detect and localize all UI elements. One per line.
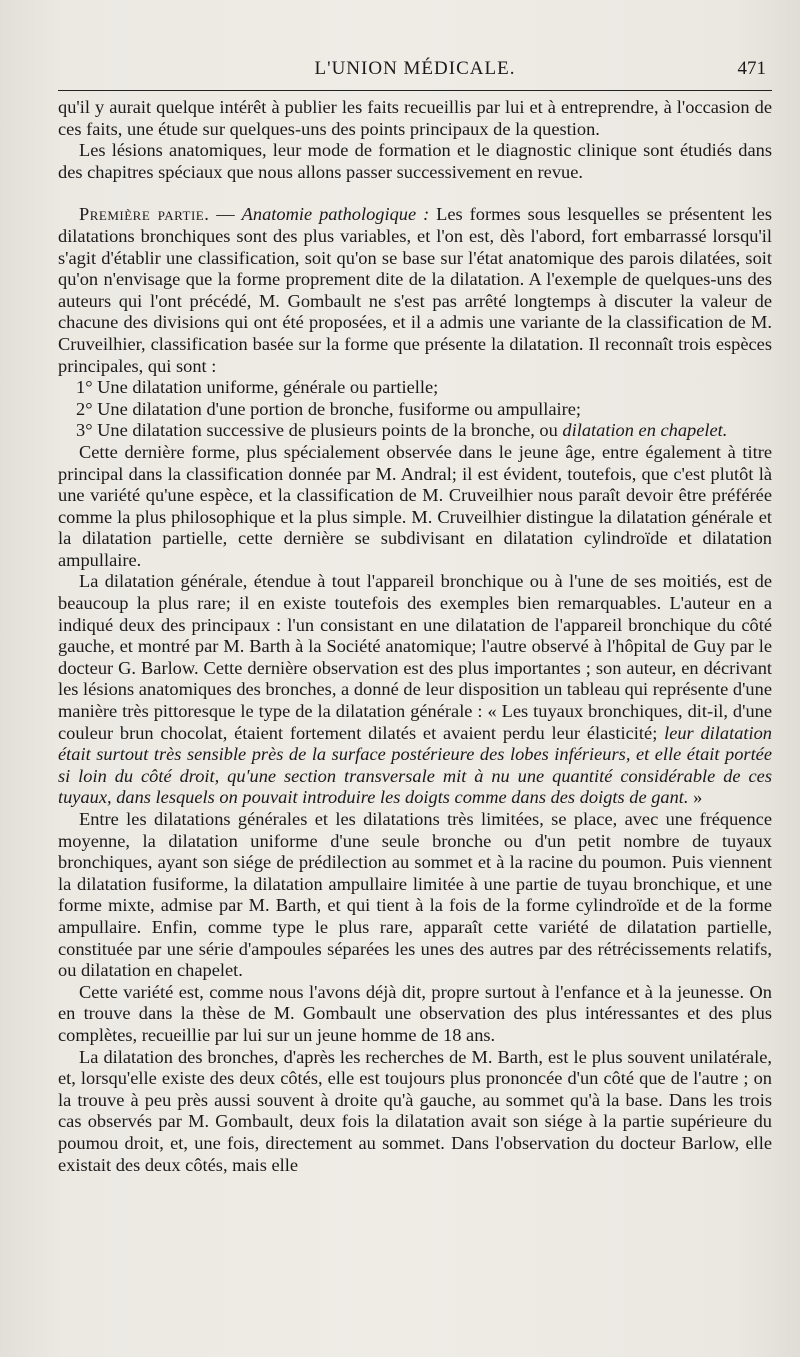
- list-item-1: 1° Une dilatation uniforme, générale ou partielle;: [76, 377, 439, 398]
- body-text: [58, 97, 772, 1176]
- section-title: Anatomie pathologique :: [241, 204, 430, 225]
- paragraph-1: qu'il y aurait quelque intérêt à publier les faits recueillis par lui et à entreprendre, à l'occasion de ces faits, une étude sur quelques-uns des points principaux de la question.: [58, 97, 772, 139]
- paragraph-3: [58, 204, 772, 377]
- list-item-3-italic: dilatation en chapelet.: [562, 420, 728, 441]
- page-header: [58, 52, 772, 82]
- section-label: Première partie.: [79, 204, 210, 225]
- paragraph-4: Cette dernière forme, plus spécialement observée dans le jeune âge, entre également à titre principal dans la classification donnée par M. Andral; il est évident, toutefois, que c'est plutôt là une variété qu'une espèce, et la classification de M. Cruveilhier nous paraît devoir être préférée comme la plus philosophique et la plus simple. M. Cruveilhier distingue la dilatation générale et la dilatation partielle, cette dernière se subdivisant en dilatation cylindroïde et dilatation ampullaire.: [58, 441, 772, 570]
- paragraph-5-text: La dilatation générale, étendue à tout l'appareil bronchique ou à l'une de ses moitiés, est de beaucoup la plus rare; il en existe toutefois des exemples bien remarquables. L'auteur en a indiqué deux des principaux : l'un consistant en une dilatation de l'appareil bronchique du côté gauche, et montré par M. Barth à la Société anatomique; l'autre observé à l'hôpital de Guy par le docteur G. Barlow. Cette dernière observation est des plus importantes ; son auteur, en décrivant les lésions anatomiques des bronches, a donné de leur disposition un tableau qui représente d'une manière très pittoresque le type de la dilatation générale : « Les tuyaux bronchiques, dit-il, d'une couleur brun chocolat, étaient fortement dilatés et avaient perdu leur élasticité;: [58, 571, 772, 743]
- section-dash: —: [209, 204, 242, 225]
- paragraph-5-quote: leur dilatation était surtout très sensible près de la surface postérieure des lobes inférieurs, et elle était portée si loin du côté droit, qu'une section transversale mit à nu une quantité considérable de ces tuyaux, dans lesquels on pouvait introduire les doigts comme dans des doigts de gant.: [58, 722, 773, 808]
- paragraph-2: Les lésions anatomiques, leur mode de formation et le diagnostic clinique sont étudiés dans des chapitres spéciaux que nous allons passer successivement en revue.: [58, 140, 772, 182]
- paragraph-6: Entre les dilatations générales et les dilatations très limitées, se place, avec une fréquence moyenne, la dilatation uniforme d'une seule bronche ou d'un petit nombre de tuyaux bronchiques, ayant son siége de prédilection au sommet et à la racine du poumon. Puis viennent la dilatation fusiforme, la dilatation ampullaire limitée à une partie de tuyau bronchique, et une forme mixte, admise par M. Barth, et qui tient à la fois de la forme cylindroïde et de la forme ampullaire. Enfin, comme type le plus rare, apparaît cette variété de dilatation partielle, constituée par une série d'ampoules séparées les unes des autres par des rétrécissements relatifs, ou dilatation en chapelet.: [58, 809, 772, 981]
- list-item-3-text: 3° Une dilatation successive de plusieurs points de la bronche, ou: [76, 420, 563, 441]
- paragraph-3-text: Les formes sous lesquelles se présentent les dilatations bronchiques sont des plus variables, et l'on est, dès l'abord, fort embarrassé lorsqu'il s'agit d'établir une classification, soit qu'on se base sur l'état anatomique des parois dilatées, soit qu'on n'envisage que la forme proprement dite de la dilatation. A l'exemple de quelques-uns des auteurs qui l'ont précédé, M. Gombault ne s'est pas arrêté longtemps à discuter la valeur de chacune des divisions qui ont été proposées, et il a admis une variante de la classification de M. Cruveilhier, classification basée sur la forme que présente la dilatation. Il reconnaît trois espèces principales, qui sont :: [58, 204, 772, 376]
- paragraph-5: [58, 571, 772, 809]
- running-title: L'UNION MÉDICALE.: [314, 58, 516, 79]
- page-number: 471: [737, 58, 766, 79]
- list-item-2: 2° Une dilatation d'une portion de bronche, fusiforme ou ampullaire;: [76, 398, 582, 419]
- header-rule: [58, 90, 772, 91]
- paragraph-7: Cette variété est, comme nous l'avons déjà dit, propre surtout à l'enfance et à la jeunesse. On en trouve dans la thèse de M. Gombault une observation des plus intéressantes et des plus complètes, recueillie par lui sur un jeune homme de 18 ans.: [58, 981, 772, 1045]
- list-item-3: [58, 420, 772, 442]
- paragraph-8: La dilatation des bronches, d'après les recherches de M. Barth, est le plus souvent unilatérale, et, lorsqu'elle existe des deux côtés, elle est toujours plus prononcée d'un côté que de l'autre ; on la trouve à peu près aussi souvent à droite qu'à gauche, au sommet qu'à la base. Dans les trois cas observés par M. Gombault, deux fois la dilatation avait son siége à la partie supérieure du poumou droit, et, une fois, directement au sommet. Dans l'observation du docteur Barlow, elle existait des deux côtés, mais elle: [58, 1046, 772, 1175]
- paragraph-5-end: »: [688, 787, 703, 808]
